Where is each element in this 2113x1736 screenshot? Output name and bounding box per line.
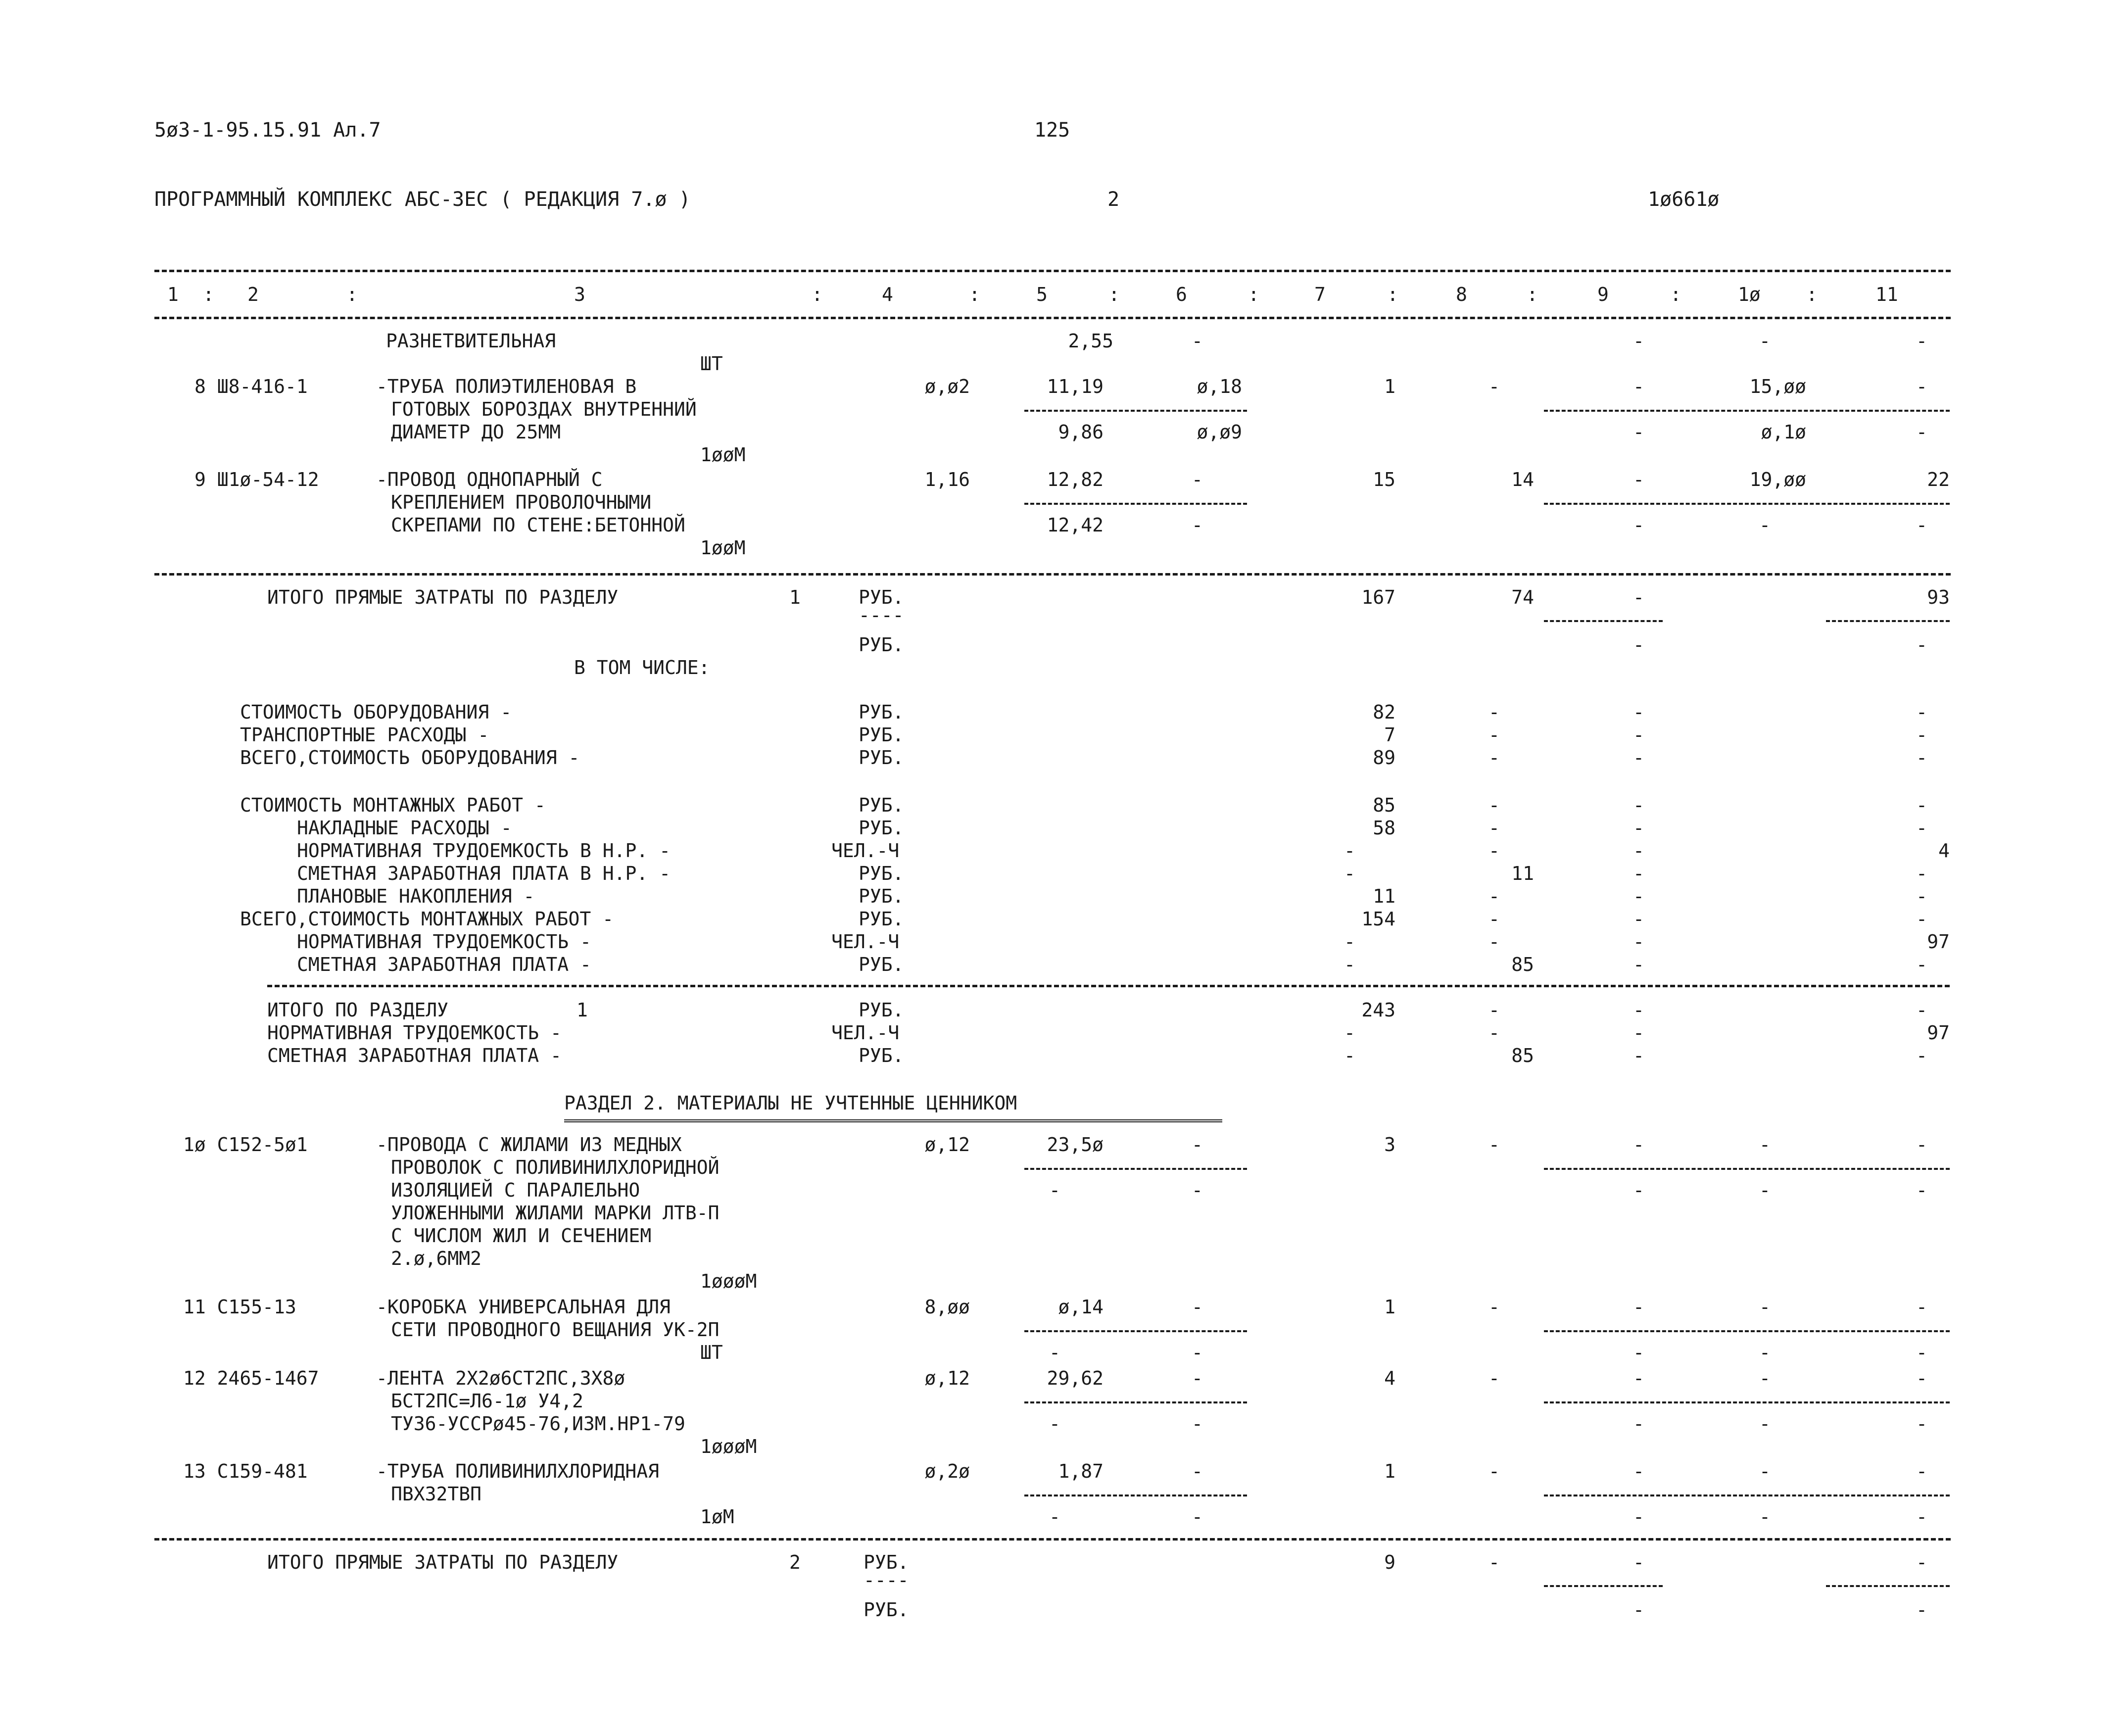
dash: -	[1916, 724, 1927, 746]
item-unit: 1øМ	[700, 1506, 734, 1528]
item-description-line: ДИАМЕТР ДО 25ММ	[391, 421, 561, 443]
totals-unit: РУБ.	[859, 586, 904, 608]
breakdown-label: НАКЛАДНЫЕ РАСХОДЫ -	[297, 817, 512, 839]
cell-col7: 89	[1373, 747, 1395, 769]
dash: -	[1633, 885, 1644, 907]
cell-col7: 11	[1373, 885, 1395, 907]
item-unit: ШТ	[700, 1342, 723, 1363]
cell-col7: 154	[1361, 908, 1395, 930]
cell-col4: 8,øø	[924, 1296, 970, 1318]
subline-rule	[1544, 1401, 1950, 1403]
dash: -	[1916, 747, 1927, 769]
column-separator: :	[812, 284, 823, 305]
section-total-label: ИТОГО ПО РАЗДЕЛУ	[267, 999, 449, 1021]
breakdown-label: СТОИМОСТЬ ОБОРУДОВАНИЯ -	[240, 701, 512, 723]
dash: -	[1916, 1342, 1927, 1363]
breakdown-label: СМЕТНАЯ ЗАРАБОТНАЯ ПЛАТА В Н.Р. -	[297, 863, 671, 884]
subline-rule	[1024, 503, 1247, 505]
table-top-rule	[154, 270, 1951, 272]
dash: -	[1633, 724, 1644, 746]
including-heading: В ТОМ ЧИСЛЕ:	[574, 657, 710, 678]
cell-col8: 74	[1511, 586, 1534, 608]
breakdown-unit: РУБ.	[859, 954, 904, 975]
breakdown-label: ПЛАНОВЫЕ НАКОПЛЕНИЯ -	[297, 885, 535, 907]
breakdown-unit: ЧЕЛ.-Ч	[831, 840, 900, 862]
section-total-unit: РУБ.	[859, 999, 904, 1021]
dash: -	[1489, 1551, 1500, 1573]
item-number: 13 С159-481	[183, 1460, 308, 1482]
dash: -	[1759, 1134, 1771, 1156]
cell-col4: 1,16	[924, 469, 970, 490]
cell-col7: 85	[1373, 794, 1395, 816]
cell-col7: 4	[1384, 1367, 1395, 1389]
item-description-line: -ПРОВОД ОДНОПАРНЫЙ С	[376, 469, 603, 490]
cell-col5: 9,86	[1058, 421, 1104, 443]
column-header: 3	[574, 284, 585, 305]
dash: -	[1759, 1296, 1771, 1318]
cell-col7: 9	[1384, 1551, 1395, 1573]
dash: -	[1489, 817, 1500, 839]
cell-col8: 14	[1511, 469, 1534, 490]
dash: -	[1916, 885, 1927, 907]
item-unit: 1øøМ	[700, 444, 746, 466]
dash: -	[1344, 1045, 1355, 1066]
subline-rule	[1024, 1495, 1247, 1496]
column-header: 7	[1314, 284, 1326, 305]
dash: -	[1759, 1179, 1771, 1201]
dash: -	[1916, 1506, 1927, 1528]
cell-col4: ø,12	[924, 1134, 970, 1156]
dash: -	[1916, 701, 1927, 723]
subline-rule	[1826, 1585, 1950, 1587]
dash: -	[1633, 701, 1644, 723]
dash: -	[1633, 999, 1644, 1021]
subline-rule	[1544, 410, 1950, 412]
dash: -	[1759, 330, 1771, 352]
dash: -	[1049, 1506, 1060, 1528]
totals-unit-rule: ----	[859, 604, 904, 626]
cell-col8: 11	[1511, 863, 1534, 884]
cell-col4: ø,12	[924, 1367, 970, 1389]
item-description-line: КРЕПЛЕНИЕМ ПРОВОЛОЧНЫМИ	[391, 491, 652, 513]
section-rule	[154, 1538, 1951, 1541]
cell-col7: 3	[1384, 1134, 1395, 1156]
column-header: 9	[1597, 284, 1609, 305]
dash: -	[1633, 634, 1644, 656]
dash: -	[1633, 1134, 1644, 1156]
item-description-line: СЕТИ ПРОВОДНОГО ВЕЩАНИЯ УК-2П	[391, 1319, 720, 1341]
cell-col8: 85	[1511, 1045, 1534, 1066]
dash: -	[1344, 1022, 1355, 1044]
totals-unit: РУБ.	[864, 1599, 909, 1621]
dash: -	[1192, 514, 1203, 536]
subline-rule	[1024, 410, 1247, 412]
breakdown-label: ВСЕГО,СТОИМОСТЬ ОБОРУДОВАНИЯ -	[240, 747, 580, 769]
dash: -	[1916, 794, 1927, 816]
cell-col4: ø,ø2	[924, 376, 970, 397]
column-separator: :	[203, 284, 214, 305]
dash: -	[1916, 954, 1927, 975]
dash: -	[1192, 1342, 1203, 1363]
dash: -	[1049, 1413, 1060, 1435]
item-unit: 1øøМ	[700, 537, 746, 559]
section-2-title: РАЗДЕЛ 2. МАТЕРИАЛЫ НЕ УЧТЕННЫЕ ЦЕННИКОМ	[564, 1092, 1017, 1114]
cell-col7: 1	[1384, 1460, 1395, 1482]
cell-col5: ø,14	[1058, 1296, 1104, 1318]
dash: -	[1916, 421, 1927, 443]
dash: -	[1344, 840, 1355, 862]
item-description-line: -ПРОВОДА С ЖИЛАМИ ИЗ МЕДНЫХ	[376, 1134, 682, 1156]
cell-col11: 4	[1938, 840, 1950, 862]
item-number: 11 С155-13	[183, 1296, 296, 1318]
cell-col5: 23,5ø	[1047, 1134, 1104, 1156]
dash: -	[1489, 376, 1500, 397]
program-title: ПРОГРАММНЫЙ КОМПЛЕКС АБС-3ЕС ( РЕДАКЦИЯ 7.ø )	[154, 188, 691, 211]
section-total-number: 1	[576, 999, 588, 1021]
cell-col5: 11,19	[1047, 376, 1104, 397]
cell-col6: ø,ø9	[1197, 421, 1242, 443]
sheet-number: 2	[1107, 188, 1120, 211]
dash: -	[1633, 954, 1644, 975]
dash: -	[1633, 376, 1644, 397]
dash: -	[1916, 376, 1927, 397]
totals-unit-rule: ----	[864, 1569, 909, 1591]
subline-rule	[1544, 1168, 1950, 1170]
cell-col11: 97	[1927, 1022, 1950, 1044]
dash: -	[1489, 701, 1500, 723]
column-separator: :	[1387, 284, 1398, 305]
section-2-underline	[564, 1119, 1222, 1122]
breakdown-unit: РУБ.	[859, 863, 904, 884]
column-header: 11	[1875, 284, 1898, 305]
item-unit: 1øøøМ	[700, 1270, 757, 1292]
totals-section: 2	[789, 1551, 801, 1573]
dash: -	[1192, 1367, 1203, 1389]
subline-rule	[1024, 1168, 1247, 1170]
dash: -	[1633, 1022, 1644, 1044]
cell-col8: 85	[1511, 954, 1534, 975]
item-number: 8 Ш8-416-1	[194, 376, 308, 397]
dash: -	[1633, 1599, 1644, 1621]
breakdown-unit: ЧЕЛ.-Ч	[831, 931, 900, 953]
subline-rule	[1024, 1330, 1247, 1332]
dash: -	[1489, 1460, 1500, 1482]
cell-col10: 19,øø	[1749, 469, 1806, 490]
dash: -	[1344, 931, 1355, 953]
cell-col7: 1	[1384, 376, 1395, 397]
dash: -	[1633, 1506, 1644, 1528]
item-number: 1ø С152-5ø1	[183, 1134, 308, 1156]
cell-col7: 58	[1373, 817, 1395, 839]
dash: -	[1633, 514, 1644, 536]
cell-col10: 15,øø	[1749, 376, 1806, 397]
breakdown-label: ВСЕГО,СТОИМОСТЬ МОНТАЖНЫХ РАБОТ -	[240, 908, 614, 930]
subline-rule	[1544, 503, 1950, 505]
dash: -	[1489, 908, 1500, 930]
item-unit: ШТ	[700, 353, 723, 375]
dash: -	[1916, 1296, 1927, 1318]
breakdown-unit: РУБ.	[859, 817, 904, 839]
item-name: РАЗНЕТВИТЕЛЬНАЯ	[386, 330, 556, 352]
dash: -	[1489, 840, 1500, 862]
dash: -	[1633, 1342, 1644, 1363]
cell-col5: 12,82	[1047, 469, 1104, 490]
dash: -	[1192, 1460, 1203, 1482]
dash: -	[1916, 1045, 1927, 1066]
dash: -	[1192, 1134, 1203, 1156]
item-number: 9 Ш1ø-54-12	[194, 469, 319, 490]
dash: -	[1759, 1367, 1771, 1389]
item-description-line: ТУ36-УССРø45-76,ИЗМ.НР1-79	[391, 1413, 685, 1435]
breakdown-unit: РУБ.	[859, 701, 904, 723]
cell-col5: 1,87	[1058, 1460, 1104, 1482]
dash: -	[1916, 1460, 1927, 1482]
dash: -	[1916, 908, 1927, 930]
dash: -	[1489, 724, 1500, 746]
dash: -	[1633, 863, 1644, 884]
dash: -	[1916, 1551, 1927, 1573]
item-description-line: -ТРУБА ПОЛИВИНИЛХЛОРИДНАЯ	[376, 1460, 659, 1482]
breakdown-unit: РУБ.	[859, 908, 904, 930]
breakdown-label: СТОИМОСТЬ МОНТАЖНЫХ РАБОТ -	[240, 794, 546, 816]
dash: -	[1633, 1296, 1644, 1318]
subline-rule	[1544, 1585, 1663, 1587]
header-bottom-rule	[154, 317, 1951, 319]
dash: -	[1759, 514, 1771, 536]
column-header: 6	[1176, 284, 1187, 305]
dash: -	[1489, 1367, 1500, 1389]
dash: -	[1916, 1367, 1927, 1389]
dash: -	[1489, 999, 1500, 1021]
dash: -	[1489, 1022, 1500, 1044]
breakdown-unit: РУБ.	[859, 724, 904, 746]
section-total-label: НОРМАТИВНАЯ ТРУДОЕМКОСТЬ -	[267, 1022, 562, 1044]
dash: -	[1633, 908, 1644, 930]
dash: -	[1633, 421, 1644, 443]
totals-section: 1	[789, 586, 801, 608]
column-header: 1	[167, 284, 179, 305]
column-separator: :	[1670, 284, 1681, 305]
dash: -	[1633, 1045, 1644, 1066]
item-description-line: ПВХ32ТВП	[391, 1483, 482, 1505]
column-separator: :	[1806, 284, 1818, 305]
dash: -	[1192, 1506, 1203, 1528]
cell-col5: 29,62	[1047, 1367, 1104, 1389]
column-header: 8	[1456, 284, 1467, 305]
item-number: 12 2465-1467	[183, 1367, 319, 1389]
cell-col7: 82	[1373, 701, 1395, 723]
cell-col7: 15	[1373, 469, 1395, 490]
dash: -	[1759, 1460, 1771, 1482]
dash: -	[1916, 330, 1927, 352]
column-separator: :	[346, 284, 358, 305]
column-separator: :	[1248, 284, 1259, 305]
dash: -	[1916, 1179, 1927, 1201]
dash: -	[1489, 931, 1500, 953]
cell-col5: 12,42	[1047, 514, 1104, 536]
breakdown-unit: РУБ.	[859, 885, 904, 907]
subline-rule	[1544, 1495, 1950, 1496]
dash: -	[1633, 1413, 1644, 1435]
cell-col11: 93	[1927, 586, 1950, 608]
dash: -	[1633, 840, 1644, 862]
item-description-line: СКРЕПАМИ ПО СТЕНЕ:БЕТОННОЙ	[391, 514, 685, 536]
item-description-line: БСТ2ПС=Л6-1ø У4,2	[391, 1390, 583, 1412]
item-description-line: -ТРУБА ПОЛИЭТИЛЕНОВАЯ В	[376, 376, 637, 397]
breakdown-label: ТРАНСПОРТНЫЕ РАСХОДЫ -	[240, 724, 489, 746]
dash: -	[1916, 634, 1927, 656]
dash: -	[1489, 885, 1500, 907]
dash: -	[1633, 931, 1644, 953]
dash: -	[1633, 330, 1644, 352]
column-header: 4	[882, 284, 893, 305]
cell-col4: ø,2ø	[924, 1460, 970, 1482]
cell-col7: 1	[1384, 1296, 1395, 1318]
dash: -	[1049, 1179, 1060, 1201]
object-code: 1ø661ø	[1648, 188, 1720, 211]
subline-rule	[1024, 1401, 1247, 1403]
breakdown-unit: РУБ.	[859, 794, 904, 816]
dash: -	[1192, 1296, 1203, 1318]
section-rule	[154, 573, 1951, 576]
totals-unit: РУБ.	[859, 634, 904, 656]
item-description-line: ИЗОЛЯЦИЕЙ С ПАРАЛЕЛЬНО	[391, 1179, 640, 1201]
section-total-unit: РУБ.	[859, 1045, 904, 1066]
dash: -	[1916, 817, 1927, 839]
dash: -	[1916, 1134, 1927, 1156]
cell-col6: ø,18	[1197, 376, 1242, 397]
column-header: 2	[247, 284, 259, 305]
column-header: 1ø	[1738, 284, 1761, 305]
dash: -	[1759, 1413, 1771, 1435]
breakdown-label: СМЕТНАЯ ЗАРАБОТНАЯ ПЛАТА -	[297, 954, 591, 975]
document-code: 5ø3-1-95.15.91 Ал.7	[154, 119, 381, 142]
column-header: 5	[1036, 284, 1048, 305]
item-description-line: 2.ø,6ММ2	[391, 1248, 482, 1269]
item-description-line: С ЧИСЛОМ ЖИЛ И СЕЧЕНИЕМ	[391, 1225, 652, 1247]
totals-label: ИТОГО ПРЯМЫЕ ЗАТРАТЫ ПО РАЗДЕЛУ	[267, 1551, 619, 1573]
cell-col11: 97	[1927, 931, 1950, 953]
item-unit: 1øøøМ	[700, 1436, 757, 1457]
dash: -	[1633, 794, 1644, 816]
dash: -	[1633, 1460, 1644, 1482]
cell-col5: 2,55	[1068, 330, 1113, 352]
item-description-line: -КОРОБКА УНИВЕРСАЛЬНАЯ ДЛЯ	[376, 1296, 671, 1318]
subline-rule	[1826, 620, 1950, 622]
column-separator: :	[969, 284, 980, 305]
dash: -	[1633, 747, 1644, 769]
cell-col10: ø,1ø	[1761, 421, 1806, 443]
dash: -	[1344, 863, 1355, 884]
dash: -	[1192, 1179, 1203, 1201]
dash: -	[1633, 817, 1644, 839]
dash: -	[1759, 1342, 1771, 1363]
dash: -	[1916, 863, 1927, 884]
dash: -	[1192, 469, 1203, 490]
dash: -	[1916, 514, 1927, 536]
item-description-line: -ЛЕНТА 2Х2ø6СТ2ПС,3Х8ø	[376, 1367, 625, 1389]
dash: -	[1192, 1413, 1203, 1435]
cell-col7: 7	[1384, 724, 1395, 746]
item-description-line: ПРОВОЛОК С ПОЛИВИНИЛХЛОРИДНОЙ	[391, 1157, 720, 1178]
dash: -	[1489, 1134, 1500, 1156]
dash: -	[1633, 586, 1644, 608]
section-rule	[267, 985, 1950, 987]
dash: -	[1633, 1367, 1644, 1389]
section-total-label: СМЕТНАЯ ЗАРАБОТНАЯ ПЛАТА -	[267, 1045, 562, 1066]
dash: -	[1916, 999, 1927, 1021]
dash: -	[1633, 1179, 1644, 1201]
dash: -	[1633, 469, 1644, 490]
cell-col11: 22	[1927, 469, 1950, 490]
totals-unit: РУБ.	[864, 1551, 909, 1573]
subline-rule	[1544, 1330, 1950, 1332]
subline-rule	[1544, 620, 1663, 622]
totals-label: ИТОГО ПРЯМЫЕ ЗАТРАТЫ ПО РАЗДЕЛУ	[267, 586, 619, 608]
dash: -	[1916, 1413, 1927, 1435]
dash: -	[1489, 794, 1500, 816]
dash: -	[1916, 1599, 1927, 1621]
dash: -	[1489, 1296, 1500, 1318]
cell-col7: 243	[1361, 999, 1395, 1021]
breakdown-label: НОРМАТИВНАЯ ТРУДОЕМКОСТЬ В Н.Р. -	[297, 840, 671, 862]
column-separator: :	[1108, 284, 1120, 305]
cell-col7: 167	[1361, 586, 1395, 608]
breakdown-label: НОРМАТИВНАЯ ТРУДОЕМКОСТЬ -	[297, 931, 591, 953]
dash: -	[1192, 330, 1203, 352]
column-separator: :	[1527, 284, 1538, 305]
dash: -	[1759, 1506, 1771, 1528]
item-description-line: УЛОЖЕННЫМИ ЖИЛАМИ МАРКИ ЛТВ-П	[391, 1202, 720, 1224]
item-description-line: ГОТОВЫХ БОРОЗДАХ ВНУТРЕННИЙ	[391, 398, 697, 420]
dash: -	[1489, 747, 1500, 769]
dash: -	[1633, 1551, 1644, 1573]
page-number: 125	[1034, 119, 1070, 142]
dash: -	[1344, 954, 1355, 975]
section-total-unit: ЧЕЛ.-Ч	[831, 1022, 900, 1044]
breakdown-unit: РУБ.	[859, 747, 904, 769]
dash: -	[1049, 1342, 1060, 1363]
